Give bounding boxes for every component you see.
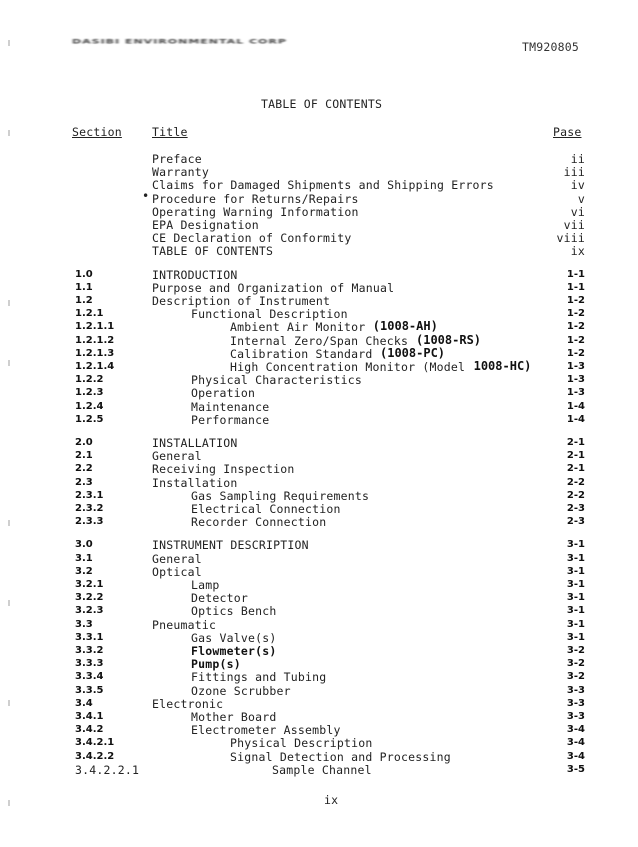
toc-entry-title[interactable]: Ambient Air Monitor	[230, 320, 366, 335]
toc-entry-title[interactable]: General	[152, 449, 202, 464]
toc-entry-title[interactable]: Performance	[191, 412, 270, 427]
toc-page-number: 3-3	[566, 684, 585, 696]
toc-page-number: 2-1	[566, 437, 585, 448]
toc-entry-title[interactable]: Warranty	[152, 165, 209, 180]
toc-section-number: 3.0	[75, 539, 93, 551]
toc-page-number: 1-3	[566, 361, 585, 372]
toc-page-number: 3-5	[566, 763, 585, 775]
toc-section-number: 3.4.2	[75, 724, 104, 736]
margin-mark	[8, 130, 10, 136]
toc-section-number: 2.2	[75, 463, 93, 475]
toc-page-number: 3-1	[566, 579, 585, 590]
toc-entry-title[interactable]: Pump(s)	[191, 657, 241, 672]
toc-page-number: 3-4	[566, 737, 585, 749]
margin-mark	[8, 700, 10, 706]
toc-section-number: 1.2.1.2	[75, 334, 115, 346]
toc-section-number: 3.2.1	[75, 579, 104, 590]
toc-section-number: 3.4	[75, 697, 93, 709]
toc-section-number: 1.2.1.3	[75, 347, 115, 359]
toc-page-number: 1-3	[566, 387, 585, 399]
toc-entry-title[interactable]: Sample Channel	[272, 762, 372, 777]
toc-page-number: 1-4	[566, 413, 585, 425]
toc-entry-title[interactable]: Claims for Damaged Shipments and Shipping Errors	[152, 178, 494, 193]
page-footer-number: ix	[324, 793, 339, 807]
toc-section-number: 3.3.4	[75, 671, 104, 683]
toc-entry-title[interactable]: Recorder Connection	[191, 515, 327, 530]
toc-page-number: 3-2	[566, 645, 585, 656]
toc-entry-model: 1008-HC)	[473, 359, 532, 373]
toc-page-number: 3-1	[566, 618, 585, 630]
toc-entry-title[interactable]: High Concentration Monitor (Model	[230, 360, 466, 374]
toc-section-number: 3.2.2	[75, 592, 104, 604]
toc-page-number: 3-3	[566, 711, 585, 722]
margin-mark	[8, 360, 10, 366]
document-number: TM920805	[522, 40, 579, 54]
toc-section-number: 3.3.2	[75, 645, 104, 656]
toc-page-number: 3-1	[566, 631, 585, 643]
toc-page-number: 1-2	[566, 308, 585, 320]
toc-page-number: 2-1	[566, 463, 585, 475]
toc-section-number: 3.4.2.2	[75, 750, 115, 762]
column-header-section: Section	[72, 125, 122, 139]
toc-section-number: 2.3.2	[75, 503, 104, 514]
margin-mark	[8, 600, 10, 606]
toc-page-number: 3-1	[566, 552, 585, 564]
toc-entry-title[interactable]: TABLE OF CONTENTS	[152, 244, 274, 259]
toc-page-number: 1-1	[566, 281, 585, 293]
toc-entry-title[interactable]: Installation	[152, 475, 238, 490]
toc-page-number: 1-3	[566, 374, 585, 386]
toc-entry-title[interactable]: General	[152, 551, 202, 566]
page-title: TABLE OF CONTENTS	[261, 97, 383, 111]
toc-page-number: ii	[570, 152, 585, 166]
toc-entry-title[interactable]: Flowmeter(s)	[191, 644, 277, 658]
toc-entry-title[interactable]: Operating Warning Information	[152, 204, 359, 219]
toc-section-number: 2.1	[75, 450, 93, 462]
toc-section-number: 3.3.3	[75, 658, 104, 670]
margin-mark	[8, 300, 10, 306]
toc-page-number: viii	[556, 231, 585, 246]
toc-section-number: 2.3	[75, 476, 93, 488]
toc-page-number: 3-1	[566, 605, 585, 617]
toc-section-number: 2.3.3	[75, 516, 104, 528]
toc-section-number: 3.3.5	[75, 684, 104, 696]
toc-section-number: 1.2.3	[75, 387, 104, 399]
toc-entry-title[interactable]: Ozone Scrubber	[191, 683, 291, 698]
toc-entry-title[interactable]: CE Declaration of Conformity	[152, 231, 352, 246]
toc-entry-title[interactable]: Electronic	[152, 696, 224, 711]
toc-entry-title[interactable]: INTRODUCTION	[152, 267, 238, 282]
toc-page-number: 3-2	[566, 671, 585, 683]
toc-page-number: 1-4	[566, 400, 585, 412]
toc-section-number: 1.2.1.4	[75, 361, 115, 372]
toc-section-number: 1.0	[75, 268, 93, 280]
toc-section-number: 1.2.1	[75, 308, 104, 320]
toc-page-number: 3-1	[566, 565, 585, 577]
toc-page-number: 3-2	[566, 658, 585, 670]
toc-page-number: 2-3	[566, 516, 585, 528]
toc-entry-title[interactable]: Gas Valve(s)	[191, 630, 277, 645]
toc-entry-title[interactable]: INSTRUMENT DESCRIPTION	[152, 538, 309, 553]
toc-page-number: iii	[563, 165, 585, 180]
margin-mark	[8, 800, 10, 806]
toc-page-number: iv	[570, 178, 585, 193]
toc-section-number: 1.2.4	[75, 400, 104, 412]
toc-entry-title[interactable]: Pneumatic	[152, 617, 217, 632]
toc-entry-title[interactable]: Operation	[191, 386, 256, 401]
toc-entry-title[interactable]: Receiving Inspection	[152, 462, 295, 477]
toc-page-number: 2-2	[566, 489, 585, 501]
toc-entry-title[interactable]: Functional Description	[191, 307, 348, 322]
toc-entry-title[interactable]: Fittings and Tubing	[191, 670, 327, 685]
toc-section-number: 3.1	[75, 552, 93, 564]
toc-section-number: 1.2	[75, 295, 93, 306]
toc-page-number: 3-1	[566, 592, 585, 604]
toc-entry-title[interactable]: Optics Bench	[191, 604, 277, 619]
toc-page-number: 2-1	[566, 450, 585, 462]
margin-mark	[8, 40, 10, 46]
toc-page-number: vii	[563, 218, 585, 232]
toc-page-number: 2-3	[566, 503, 585, 514]
toc-entry-title[interactable]: Optical	[152, 564, 202, 579]
toc-page-number: 1-1	[566, 268, 585, 280]
company-header: DASIBI ENVIRONMENTAL CORP	[72, 38, 287, 46]
toc-entry-model: (1008-PC)	[380, 345, 446, 360]
toc-entry-title[interactable]: INSTALLATION	[152, 436, 238, 450]
toc-entry-title[interactable]: Mother Board	[191, 710, 277, 724]
bullet-mark: •	[142, 188, 150, 203]
toc-entry-title[interactable]: Description of Instrument	[152, 294, 331, 308]
toc-section-number: 3.3.1	[75, 631, 104, 643]
toc-section-number: 3.3	[75, 618, 93, 630]
toc-entry-title[interactable]: Internal Zero/Span Checks	[230, 333, 409, 348]
toc-page-number: 3-3	[566, 697, 585, 709]
toc-entry-title[interactable]: Gas Sampling Requirements	[191, 488, 370, 503]
toc-section-number: 1.1	[75, 281, 93, 293]
toc-entry-title[interactable]: Maintenance	[191, 399, 270, 414]
toc-page-number: 1-2	[566, 295, 585, 306]
toc-entry-title[interactable]: Procedure for Returns/Repairs	[152, 191, 359, 206]
column-header-page: Pase	[553, 125, 582, 139]
toc-page-number: 3-1	[566, 539, 585, 551]
toc-section-number: 1.2.1.1	[75, 321, 115, 333]
toc-entry-title[interactable]: Detector	[191, 591, 248, 606]
toc-section-number: 3.4.2.1	[75, 737, 115, 749]
toc-entry-title[interactable]: Physical Characteristics	[191, 373, 362, 388]
toc-entry-title[interactable]: Calibration Standard	[230, 346, 373, 361]
toc-entry-title[interactable]: Signal Detection and Processing	[230, 749, 451, 764]
toc-section-number: 3.4.2.2.1	[75, 762, 140, 777]
toc-section-number: 3.2.3	[75, 605, 104, 617]
toc-section-number: 2.0	[75, 437, 93, 448]
toc-page-number: vi	[570, 204, 585, 219]
toc-page-number: 3-4	[566, 750, 585, 762]
toc-page-number: v	[577, 191, 585, 206]
toc-section-number: 3.2	[75, 565, 93, 577]
toc-entry-title[interactable]: EPA Designation	[152, 218, 259, 232]
toc-page-number: 3-4	[566, 724, 585, 736]
toc-section-number: 1.2.5	[75, 413, 104, 425]
toc-entry-title[interactable]: Physical Description	[230, 736, 373, 751]
toc-entry-model: (1008-AH)	[372, 319, 438, 334]
margin-mark	[8, 520, 10, 526]
toc-entry-title[interactable]: Electrometer Assembly	[191, 723, 341, 738]
toc-entry-title[interactable]: Preface	[152, 152, 202, 166]
toc-entry-title[interactable]: Electrical Connection	[191, 502, 341, 516]
column-header-title: Title	[152, 125, 188, 139]
toc-section-number: 3.4.1	[75, 711, 104, 722]
toc-page-number: ix	[570, 244, 585, 259]
toc-page-number: 2-2	[566, 476, 585, 488]
toc-entry-model: (1008-RS)	[416, 332, 482, 347]
toc-page-number: 1-2	[566, 321, 585, 333]
toc-section-number: 2.3.1	[75, 489, 104, 501]
toc-page-number: 1-2	[566, 347, 585, 359]
toc-section-number: 1.2.2	[75, 374, 104, 386]
toc-page-number: 1-2	[566, 334, 585, 346]
toc-entry-title[interactable]: Lamp	[191, 578, 220, 592]
toc-entry-title[interactable]: Purpose and Organization of Manual	[152, 280, 395, 295]
